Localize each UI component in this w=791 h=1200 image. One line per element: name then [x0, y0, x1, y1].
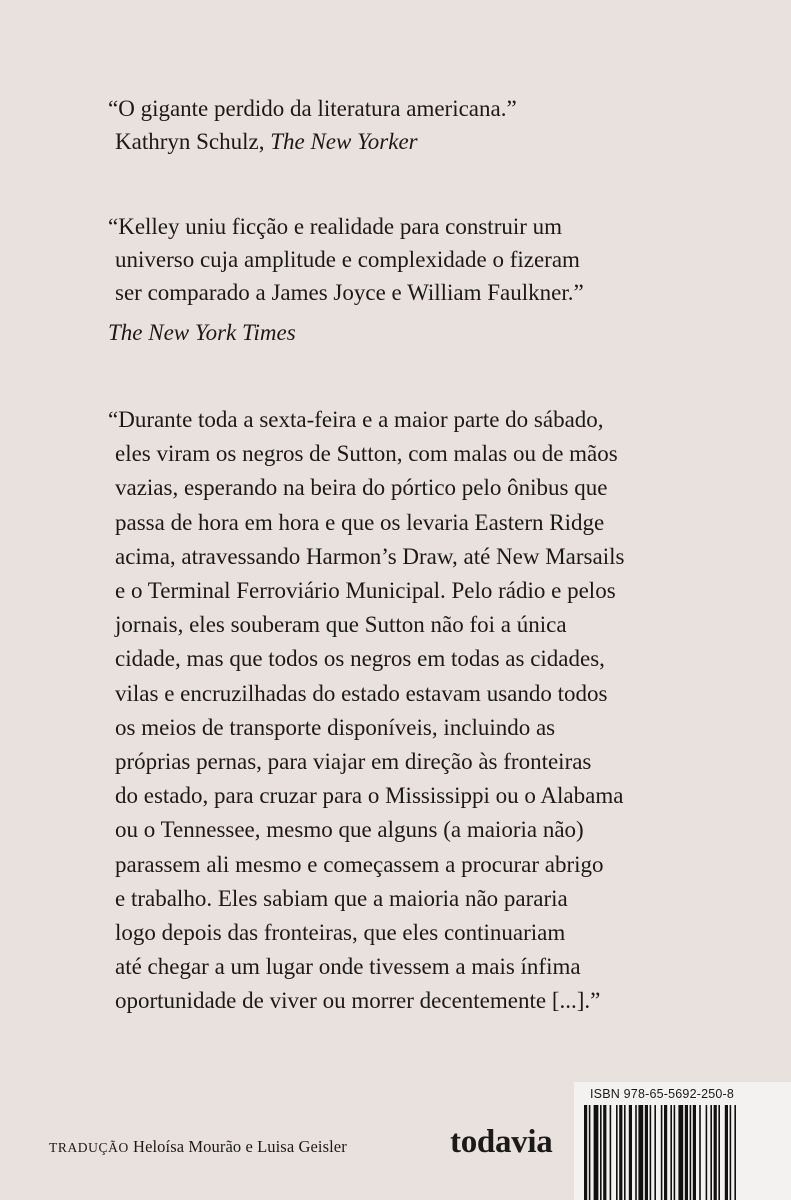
- translation-credit: [49, 1137, 347, 1157]
- excerpt-line: acima, atravessando Harmon’s Draw, até New Marsails: [115, 543, 625, 569]
- publisher-logo: todavia: [450, 1124, 553, 1160]
- excerpt-line: “Durante toda a sexta-feira e a maior parte do sábado,: [108, 407, 604, 432]
- quote-1-text: “O gigante perdido da literatura americana.”: [108, 96, 517, 121]
- excerpt-line: ou o Tennessee, mesmo que alguns (a maioria não): [115, 817, 584, 843]
- excerpt-line: parassem ali mesmo e começassem a procurar abrigo: [115, 851, 604, 877]
- excerpt-line: vilas e encruzilhadas do estado estavam usando todos: [115, 680, 608, 706]
- quote-2-line: universo cuja amplitude e complexidade o fizeram: [115, 247, 580, 272]
- excerpt-line: passa de hora em hora e que os levaria Eastern Ridge: [115, 509, 605, 535]
- excerpt-line: próprias pernas, para viajar em direção às fronteiras: [115, 749, 592, 775]
- quote-1-publication: The New Yorker: [270, 129, 418, 154]
- excerpt-line: oportunidade de viver ou morrer decentemente [...].”: [115, 988, 601, 1014]
- excerpt-line: cidade, mas que todos os negros em todas as cidades,: [115, 646, 605, 672]
- excerpt-line: jornais, eles souberam que Sutton não foi a única: [115, 612, 567, 638]
- excerpt-line: e trabalho. Eles sabiam que a maioria não pararia: [115, 885, 568, 911]
- barcode: [584, 1105, 784, 1200]
- translators-names: Heloísa Mourão e Luisa Geisler: [133, 1137, 347, 1156]
- quote-1-author: Kathryn Schulz,: [115, 129, 265, 154]
- quote-2-source: The New York Times: [108, 320, 296, 345]
- quote-2: [108, 210, 584, 349]
- excerpt-line: até chegar a um lugar onde tivessem a mais ínfima: [115, 954, 581, 980]
- translation-label: TRADUÇÃO: [49, 1140, 129, 1155]
- isbn-number: ISBN 978-65-5692-250-8: [590, 1087, 735, 1101]
- quote-2-line: “Kelley uniu ficção e realidade para construir um: [108, 214, 563, 239]
- excerpt-line: eles viram os negros de Sutton, com malas ou de mãos: [115, 441, 618, 467]
- excerpt-line: logo depois das fronteiras, que eles continuariam: [115, 920, 566, 946]
- excerpt-quote: [108, 403, 624, 1019]
- quote-2-line: ser comparado a James Joyce e William Faulkner.”: [115, 280, 584, 305]
- excerpt-line: e o Terminal Ferroviário Municipal. Pelo rádio e pelos: [115, 578, 616, 604]
- excerpt-line: os meios de transporte disponíveis, incluindo as: [115, 714, 556, 740]
- quote-1: [108, 92, 517, 158]
- quote-1-attribution: [108, 125, 517, 158]
- excerpt-line: do estado, para cruzar para o Mississippi ou o Alabama: [115, 783, 624, 809]
- excerpt-line: vazias, esperando na beira do pórtico pelo ônibus que: [115, 475, 608, 501]
